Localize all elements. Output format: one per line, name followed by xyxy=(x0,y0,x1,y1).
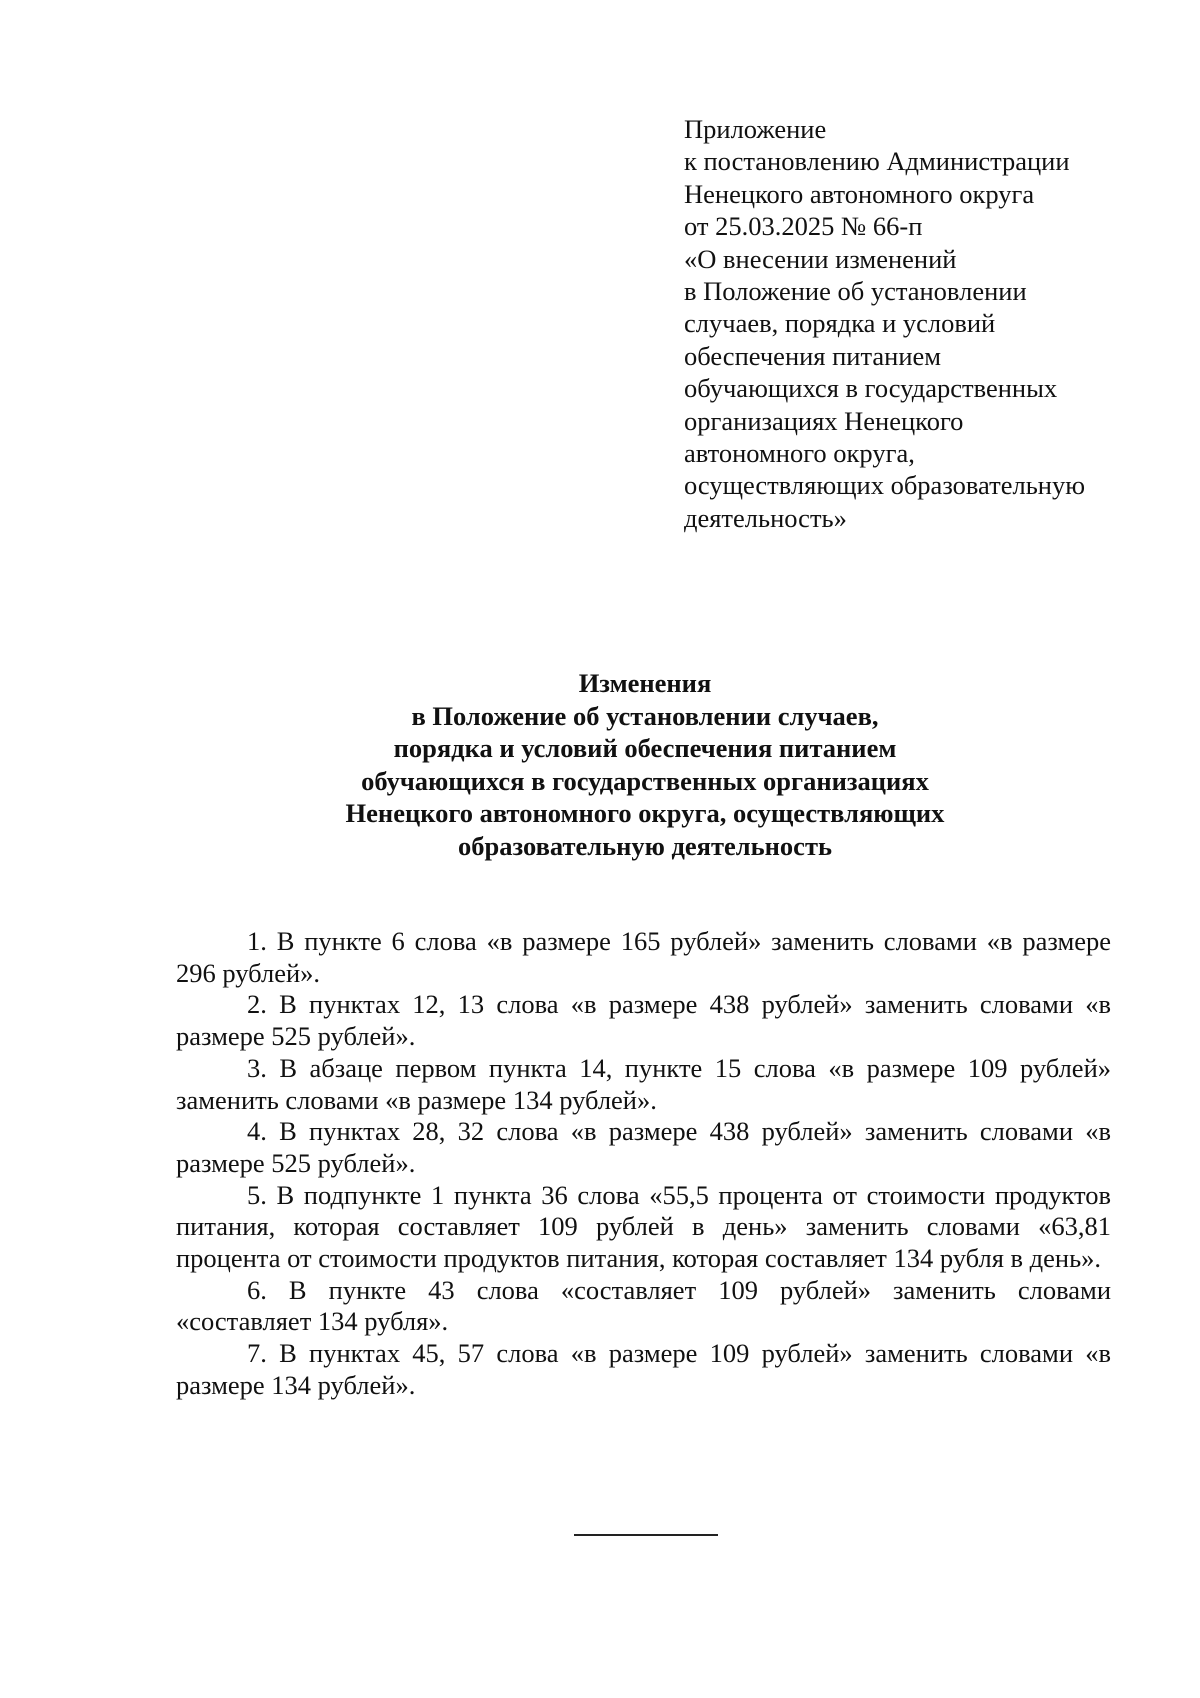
item-text: В пунктах 45, 57 слова «в размере 109 рублей» заменить словами «в размере 134 рублей». xyxy=(176,1338,1112,1400)
appendix-line: в Положение об установлении xyxy=(684,276,1027,307)
item-number: 3. xyxy=(247,1052,267,1083)
item-text: В пунктах 28, 32 слова «в размере 438 рублей» заменить словами «в размере 525 рублей». xyxy=(176,1116,1112,1178)
heading-line: в Положение об установлении случаев, xyxy=(411,700,879,731)
amendment-item xyxy=(176,1053,1111,1116)
appendix-line: от 25.03.2025 № 66-п xyxy=(684,211,923,242)
heading-line: порядка и условий обеспечения питанием xyxy=(393,733,897,764)
item-number: 1. xyxy=(247,926,267,956)
amendment-item xyxy=(176,1275,1111,1338)
appendix-line: деятельность» xyxy=(684,502,847,533)
heading-line: Ненецкого автономного округа, осуществляющих xyxy=(345,798,945,829)
heading-line: образовательную деятельность xyxy=(458,830,832,861)
appendix-line: Ненецкого автономного округа xyxy=(684,178,1035,209)
appendix-line: обеспечения питанием xyxy=(684,340,942,371)
amendment-item xyxy=(176,1338,1111,1401)
appendix-line: организациях Ненецкого xyxy=(684,405,964,436)
appendix-line: автономного округа, xyxy=(684,438,915,469)
item-number: 7. xyxy=(247,1338,267,1369)
appendix-line: «О внесении изменений xyxy=(684,243,957,274)
appendix-line: Приложение xyxy=(684,114,827,144)
item-text: В подпункте 1 пункта 36 слова «55,5 процента от стоимости продуктов питания, которая составляет 109 рублей в день» заменить словами «63,81 процента от стоимости продуктов питания, которая составляет 134 рубля в день». xyxy=(176,1179,1112,1274)
appendix-line: обучающихся в государственных xyxy=(684,373,1058,404)
heading-line: обучающихся в государственных организациях xyxy=(361,765,929,796)
document-heading xyxy=(180,667,1110,863)
amendment-item xyxy=(176,1116,1111,1179)
appendix-line: осуществляющих образовательную xyxy=(684,470,1086,501)
heading-title: Изменения xyxy=(578,668,712,698)
item-number: 2. xyxy=(247,989,267,1020)
end-divider xyxy=(574,1534,718,1536)
item-text: В пункте 43 слова «составляет 109 рублей» заменить словами «составляет 134 рубля». xyxy=(176,1274,1111,1337)
item-text: В пунктах 12, 13 слова «в размере 438 рублей» заменить словами «в размере 525 рублей». xyxy=(176,989,1112,1052)
item-number: 6. xyxy=(247,1274,267,1305)
appendix-line: к постановлению Администрации xyxy=(684,146,1070,177)
item-number: 5. xyxy=(247,1179,267,1210)
appendix-block xyxy=(684,113,1164,534)
amendment-item xyxy=(176,989,1111,1052)
item-text: В абзаце первом пункта 14, пункте 15 слова «в размере 109 рублей» заменить словами «в размере 134 рублей». xyxy=(176,1052,1111,1115)
amendment-item xyxy=(176,926,1111,989)
appendix-line: случаев, порядка и условий xyxy=(684,308,996,339)
item-number: 4. xyxy=(247,1116,267,1147)
item-text: В пункте 6 слова «в размере 165 рублей» заменить словами «в размере 296 рублей». xyxy=(176,926,1111,988)
amendments-list xyxy=(176,926,1111,1402)
amendment-item xyxy=(176,1180,1111,1275)
